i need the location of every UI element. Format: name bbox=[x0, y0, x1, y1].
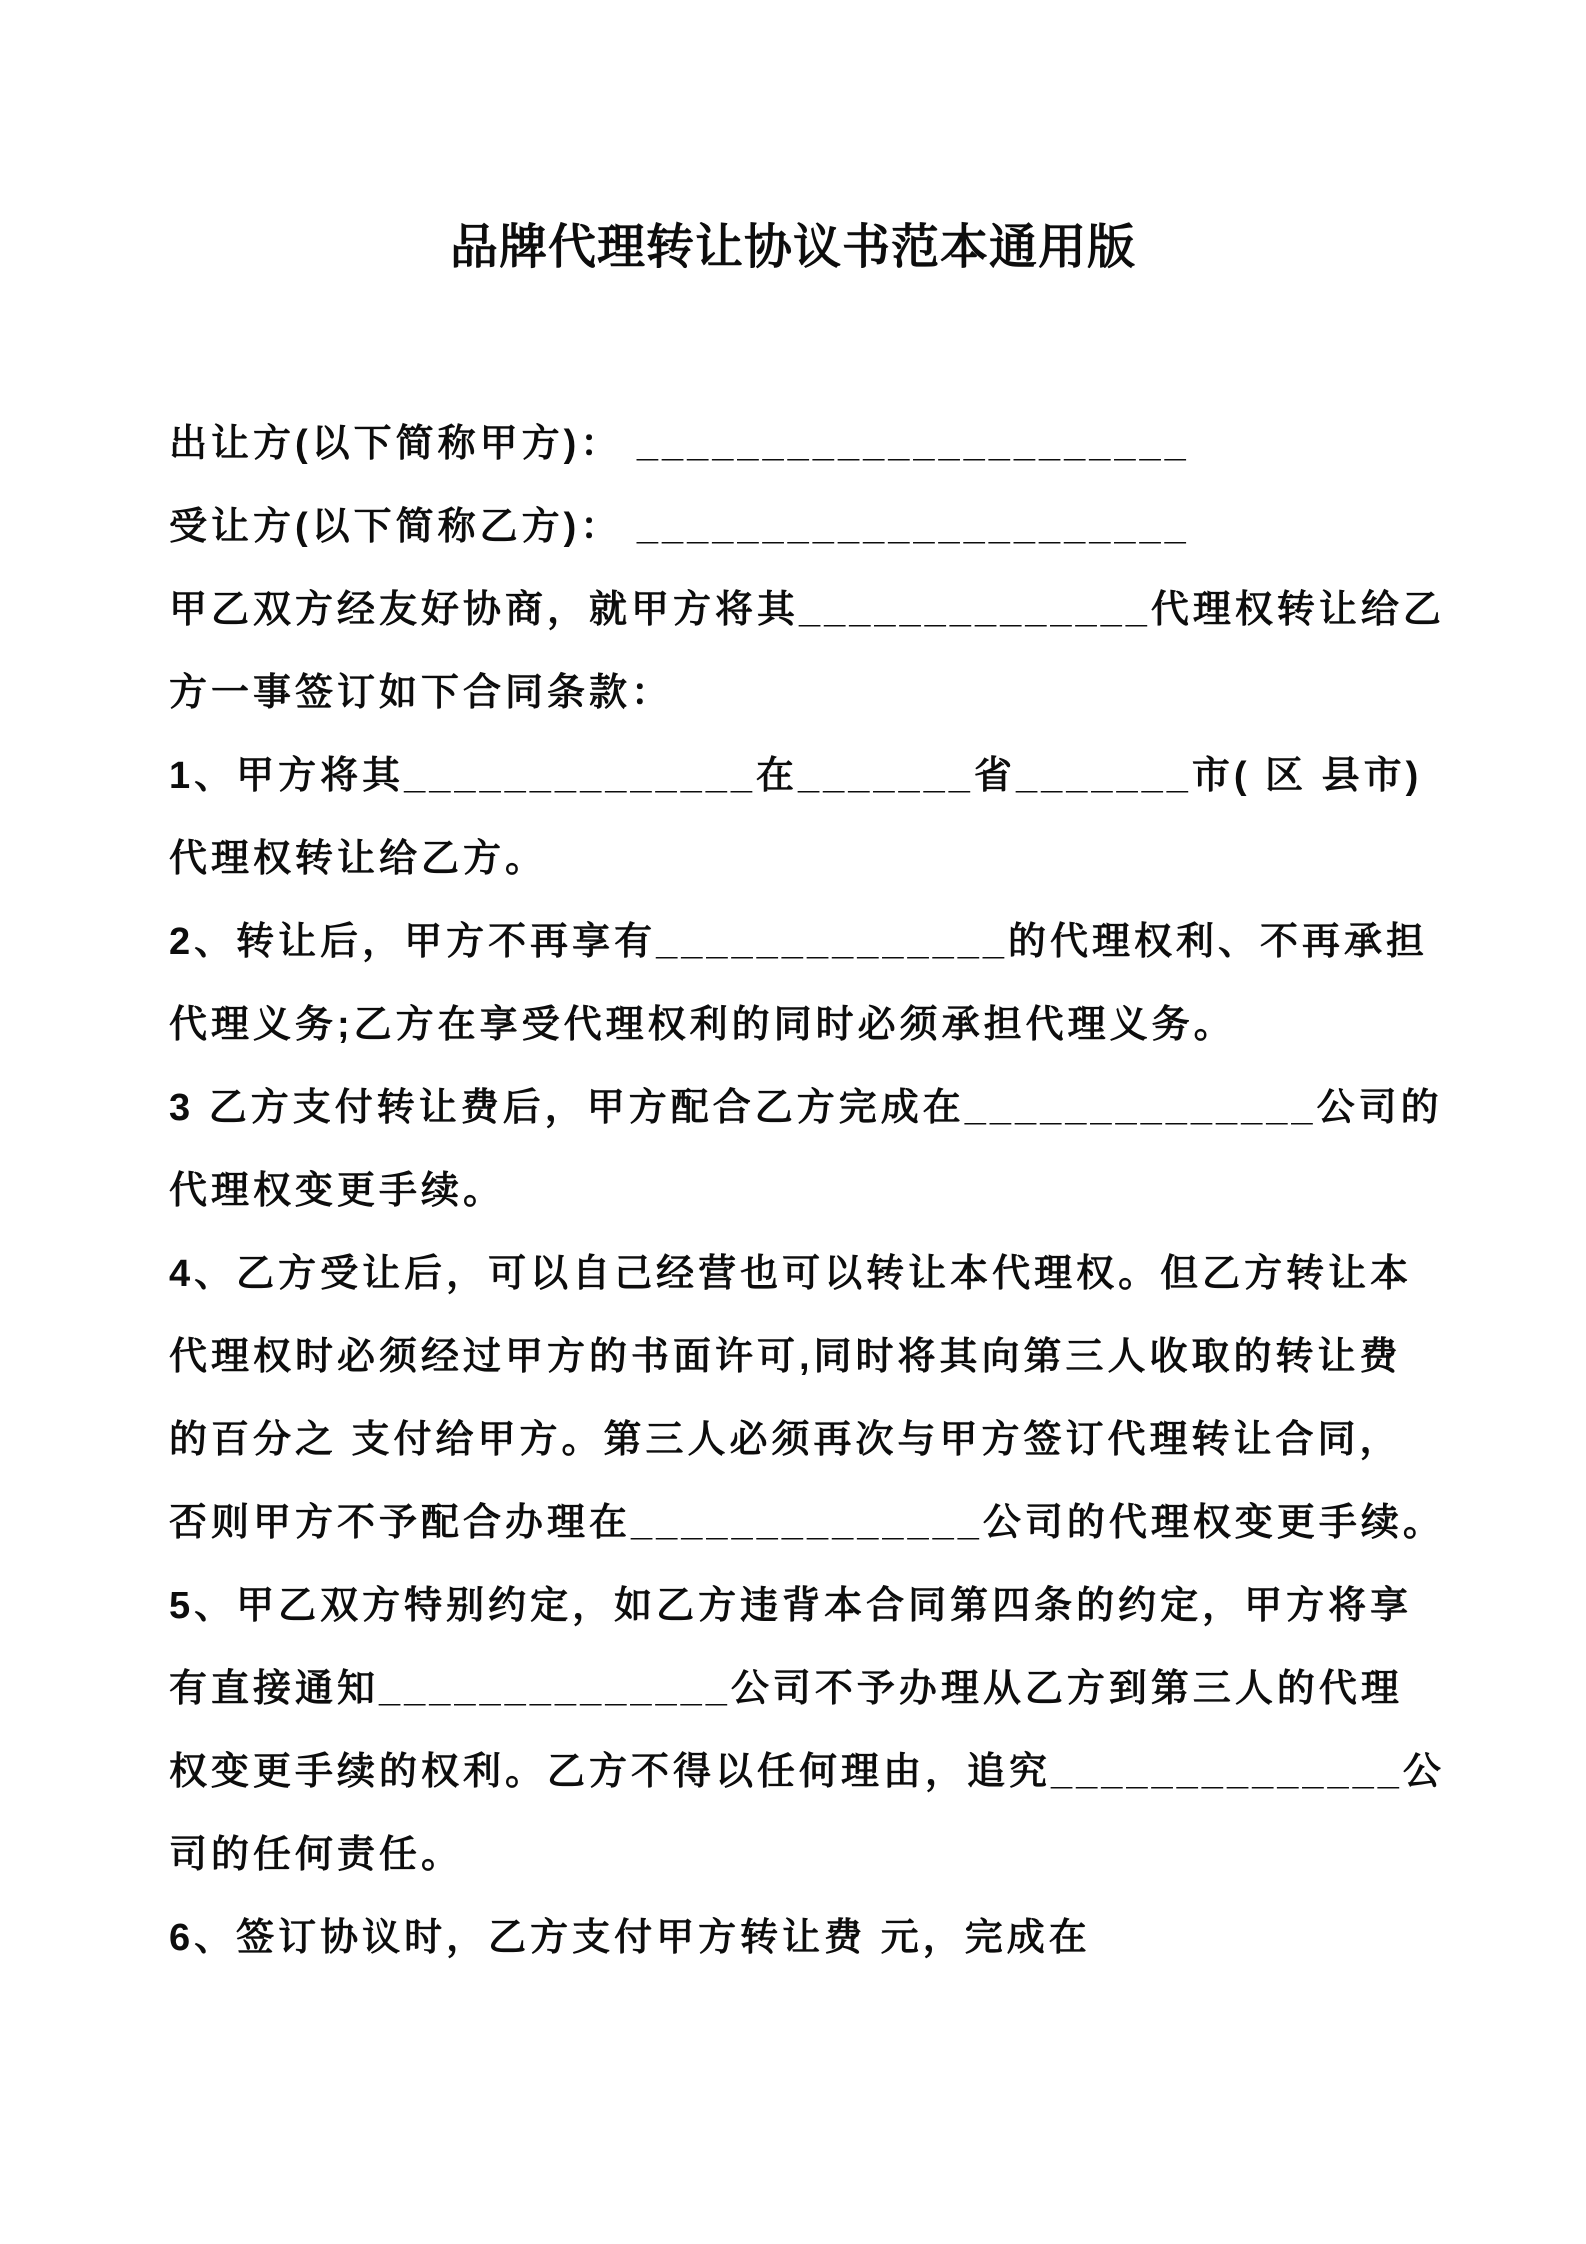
document-line: 方一事签订如下合同条款： bbox=[169, 672, 674, 715]
page-title: 品牌代理转让协议书范本通用版 bbox=[449, 221, 1136, 274]
document-line: 出让方(以下简称甲方)： ______________________ bbox=[169, 423, 1190, 466]
document-line: 代理义务;乙方在享受代理权利的同时必须承担代理义务。 bbox=[169, 1004, 1236, 1047]
document-line: 1、甲方将其______________在_______省_______市( 区 县市) bbox=[169, 755, 1423, 798]
document-line: 权变更手续的权利。乙方不得以任何理由，追究______________公 bbox=[169, 1751, 1445, 1794]
document-line: 代理权时必须经过甲方的书面许可,同时将其向第三人收取的转让费 bbox=[169, 1336, 1402, 1379]
document-line: 6、签订协议时，乙方支付甲方转让费 元，完成在 bbox=[169, 1917, 1091, 1960]
document-line: 2、转让后，甲方不再享有______________的代理权利、不再承担 bbox=[169, 921, 1429, 964]
document-line: 5、甲乙双方特别约定，如乙方违背本合同第四条的约定，甲方将享 bbox=[169, 1585, 1413, 1628]
document-body bbox=[0, 403, 1586, 1980]
document-line: 受让方(以下简称乙方)： ______________________ bbox=[169, 506, 1190, 549]
document-line: 否则甲方不予配合办理在______________公司的代理权变更手续。 bbox=[169, 1502, 1445, 1545]
document-line: 的百分之 支付给甲方。第三人必须再次与甲方签订代理转让合同， bbox=[169, 1419, 1402, 1462]
document-line: 司的任何责任。 bbox=[169, 1834, 464, 1877]
document-line: 3 乙方支付转让费后，甲方配合乙方完成在______________公司的 bbox=[169, 1087, 1443, 1130]
document-line: 4、乙方受让后，可以自己经营也可以转让本代理权。但乙方转让本 bbox=[169, 1253, 1413, 1296]
document-line: 代理权转让给乙方。 bbox=[169, 838, 548, 881]
document-line: 甲乙双方经友好协商，就甲方将其______________代理权转让给乙 bbox=[169, 589, 1445, 632]
document-line: 有直接通知______________公司不予办理从乙方到第三人的代理 bbox=[169, 1668, 1403, 1711]
document-line: 代理权变更手续。 bbox=[169, 1170, 506, 1213]
